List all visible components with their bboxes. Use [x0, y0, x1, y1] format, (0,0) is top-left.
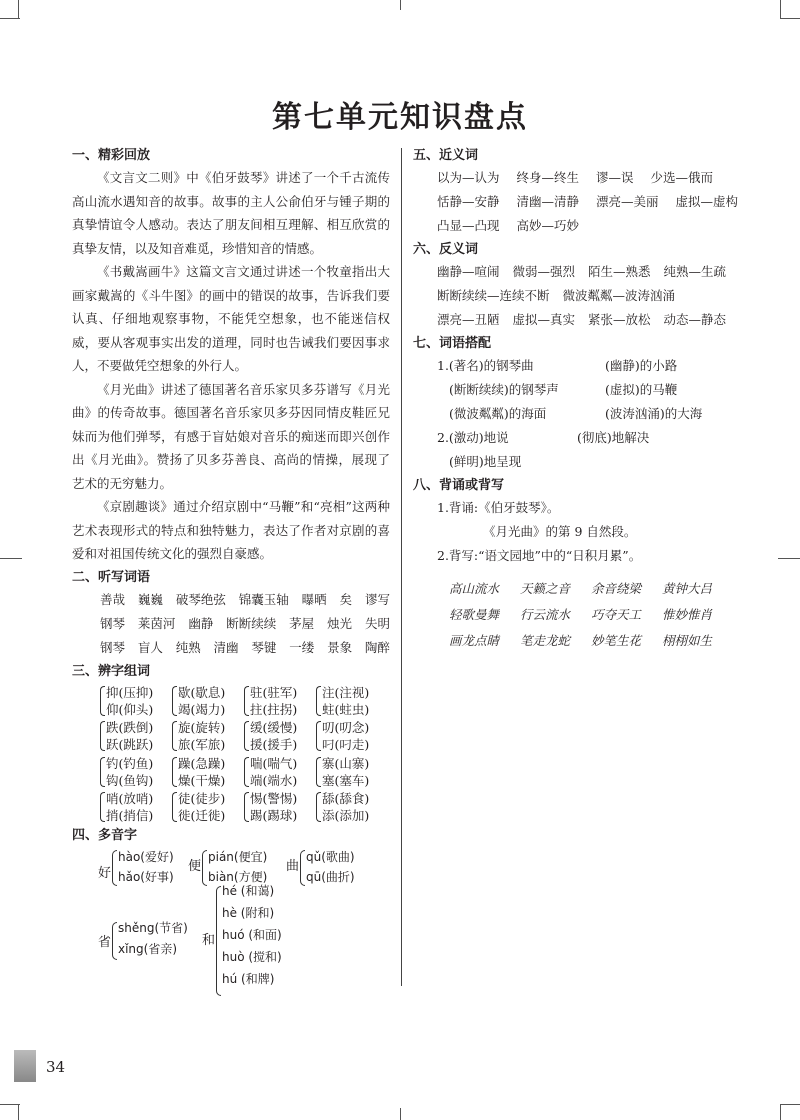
word-pair: 谬—误 — [596, 170, 634, 185]
word: 茅屋 — [289, 615, 315, 631]
char-group: 歇(歇息) 竭(竭力) — [172, 684, 244, 718]
char-group: 徒(徒步) 徙(迁徙) — [172, 790, 244, 824]
polyphone-item: hè (附和) — [222, 905, 275, 920]
word-pair: 少选—俄而 — [650, 170, 714, 185]
polyphone-char: 好 — [98, 865, 112, 881]
polyphone-char: 便 — [188, 858, 202, 874]
crop-mark — [778, 558, 800, 559]
crop-mark — [780, 1104, 781, 1120]
crop-mark — [0, 558, 22, 559]
brace — [216, 886, 221, 996]
idiom: 黄钟大吕 — [662, 581, 713, 596]
char-group: 缓(缓慢) 援(援手) — [244, 719, 316, 753]
word: 烛光 — [327, 615, 353, 631]
crop-mark — [0, 18, 20, 19]
collocation: (幽静)的小路 — [605, 358, 678, 373]
word-pair: 纯熟—生疏 — [663, 264, 727, 279]
word-pair-row — [413, 166, 743, 190]
page-tab — [14, 1050, 36, 1082]
word: 莱茵河 — [137, 615, 176, 631]
char-group: 躁(急躁) 燥(干燥) — [172, 755, 244, 789]
brace — [112, 850, 117, 886]
polyphone-item: pián(便宜) — [208, 849, 268, 864]
idiom-row — [449, 602, 743, 628]
char-group: 寨(山寨) 塞(塞车) — [316, 755, 388, 789]
idiom: 轻歌曼舞 — [449, 607, 500, 622]
polyphone-item: qū(曲折) — [306, 869, 355, 884]
section-heading: 三、辨字组词 — [72, 663, 151, 679]
word-pair: 陌生—熟悉 — [588, 264, 651, 279]
word: 曝晒 — [301, 591, 327, 607]
collocation: (鲜明)地呈现 — [449, 454, 522, 469]
word: 陶醉 — [364, 639, 390, 655]
word-pair: 漂亮—丑陋 — [437, 312, 500, 327]
section-heading: 二、听写词语 — [72, 569, 151, 585]
idiom: 妙笔生花 — [591, 633, 642, 648]
brace — [202, 850, 207, 886]
word: 失明 — [364, 615, 390, 631]
word-pair-row — [413, 260, 743, 284]
char-group: 抑(压抑) 仰(仰头) — [100, 684, 172, 718]
word: 景象 — [327, 639, 353, 655]
word-pair: 断断续续—连续不断 — [437, 288, 550, 303]
polyphone-item: shěng(节省) — [118, 920, 188, 935]
idiom: 高山流水 — [449, 581, 500, 596]
word-row — [72, 612, 390, 636]
char-group: 哨(放哨) 捎(捎信) — [100, 790, 172, 824]
word-row — [72, 636, 390, 660]
word-pair-row — [413, 284, 743, 308]
idiom: 栩栩如生 — [662, 633, 713, 648]
word-pair-row — [413, 190, 743, 214]
word: 钢琴 — [100, 639, 126, 655]
polyphone-item: hǎo(好事) — [118, 869, 174, 884]
char-group: 驻(驻军) 拄(拄拐) — [244, 684, 316, 718]
word-pair-row — [413, 214, 743, 238]
word-pair: 动态—静态 — [663, 312, 727, 327]
polyphone-item: huò (搅和) — [222, 949, 282, 964]
char-group: 喘(喘气) 端(端水) — [244, 755, 316, 789]
idiom: 惟妙惟肖 — [662, 607, 713, 622]
brace — [300, 850, 305, 886]
polyphone-item: qǔ(歌曲) — [306, 849, 355, 864]
paragraph: 《书戴嵩画牛》这篇文言文通过讲述一个牧童指出大画家戴嵩的《斗牛图》的画中的错误的故事，告诉我们要认真、仔细地观察事物，不能凭空想象，也不能迷信权威，要从客观事实出发的道理，同时也告诫我们要因事求人，不要做凭空想象的外行人。 — [72, 264, 390, 373]
collocation: (虚拟)的马鞭 — [605, 382, 678, 397]
collocation-row — [413, 378, 743, 402]
word: 盲人 — [137, 639, 163, 655]
word: 巍巍 — [137, 591, 163, 607]
collocation-row — [413, 354, 743, 378]
polyphone-char: 和 — [202, 932, 216, 948]
word-pair-row — [413, 308, 743, 332]
left-column — [72, 146, 390, 1016]
polyphone-block — [72, 846, 390, 1016]
crop-mark — [780, 0, 781, 18]
section-heading: 五、近义词 — [413, 148, 479, 163]
collocation-row — [413, 426, 743, 450]
recite-line: 《月光曲》的第 9 自然段。 — [483, 524, 637, 539]
crop-mark — [18, 1104, 19, 1120]
word-pair: 凸显—凸现 — [437, 218, 500, 233]
char-group: 旋(旋转) 旅(军旅) — [172, 719, 244, 753]
collocation: 2.(激动)地说 — [437, 430, 509, 445]
polyphone-char: 省 — [98, 934, 112, 950]
section-heading: 四、多音字 — [72, 827, 138, 843]
word-pair: 虚拟—虚构 — [675, 194, 739, 209]
section-heading: 七、词语搭配 — [413, 336, 492, 351]
idiom-row — [449, 576, 743, 602]
idiom: 巧夺天工 — [591, 607, 642, 622]
word-pair: 紧张—放松 — [588, 312, 651, 327]
idiom: 画龙点睛 — [449, 633, 500, 648]
crop-mark — [780, 1104, 800, 1105]
word: 破琴绝弦 — [175, 591, 226, 607]
word: 琴键 — [251, 639, 277, 655]
idiom: 天籁之音 — [520, 581, 571, 596]
polyphone-item: huó (和面) — [222, 927, 282, 942]
collocation: (微波粼粼)的海面 — [449, 406, 547, 421]
idiom: 笔走龙蛇 — [520, 633, 571, 648]
crop-mark — [18, 0, 19, 18]
char-group: 注(注视) 蛀(蛀虫) — [316, 684, 388, 718]
column-divider — [401, 148, 402, 986]
polyphone-item: xǐng(省亲) — [118, 941, 178, 956]
word-pair: 恬静—安静 — [437, 194, 500, 209]
word-row — [72, 588, 390, 612]
paragraph: 《文言文二则》中《伯牙鼓琴》讲述了一个千古流传高山流水遇知音的故事。故事的主人公俞伯牙与锺子期的真挚情谊令人感动。表达了朋友间相互理解、相互欣赏的真挚友情，以及知音难觅，珍惜知音的情感。 — [72, 170, 390, 256]
word: 纯熟 — [175, 639, 201, 655]
brace — [112, 922, 117, 960]
idiom-row — [449, 628, 743, 654]
word-pair: 幽静—喧闹 — [437, 264, 500, 279]
char-group: 跌(跌倒) 跃(跳跃) — [100, 719, 172, 753]
collocation: (断断续续)的钢琴声 — [449, 382, 559, 397]
section-heading: 八、背诵或背写 — [413, 478, 505, 493]
word: 断断续续 — [226, 615, 277, 631]
word: 锦囊玉轴 — [238, 591, 289, 607]
char-group: 钓(钓鱼) 钩(鱼钩) — [100, 755, 172, 789]
page-number: 34 — [46, 1058, 66, 1076]
word-pair: 以为—认为 — [437, 170, 500, 185]
word-pair: 漂亮—美丽 — [596, 194, 659, 209]
word: 清幽 — [213, 639, 239, 655]
crop-mark — [780, 18, 800, 19]
polyphone-item: hào(爱好) — [118, 849, 174, 864]
word: 钢琴 — [100, 615, 126, 631]
polyphone-item: hú (和牌) — [222, 971, 275, 986]
paragraph: 《月光曲》讲述了德国著名音乐家贝多芬谱写《月光曲》的传奇故事。德国著名音乐家贝多芬因同情皮鞋匠兄妹而为他们弹琴，有感于盲姑娘对音乐的痴迷而即兴创作出《月光曲》。赞扬了贝多芬善良、高尚的情操，展现了艺术的无穷魅力。 — [72, 381, 390, 491]
idiom-grid — [413, 576, 743, 654]
idiom: 行云流水 — [520, 607, 571, 622]
char-group: 舔(舔食) 添(添加) — [316, 790, 388, 824]
word-pair: 虚拟—真实 — [512, 312, 576, 327]
word-pair: 高妙—巧妙 — [516, 218, 580, 233]
collocation: (波涛汹涌)的大海 — [605, 406, 703, 421]
paragraph: 《京剧趣谈》通过介绍京剧中“马鞭”和“亮相”这两种艺术表现形式的特点和独特魅力，表达了作者对京剧的喜爱和对祖国传统文化的强烈自豪感。 — [72, 499, 390, 561]
crop-mark — [0, 1104, 20, 1105]
word: 矣 — [339, 591, 353, 607]
collocation: (彻底)地解决 — [577, 430, 650, 445]
word: 谬写 — [364, 591, 390, 607]
crop-mark — [400, 1108, 401, 1120]
page-title: 第七单元知识盘点 — [272, 100, 528, 135]
recite-line: 2.背写:“语文园地”中的“日积月累”。 — [437, 548, 642, 563]
section-heading: 一、精彩回放 — [72, 148, 151, 163]
word-pair: 微弱—强烈 — [512, 264, 576, 279]
crop-mark — [400, 0, 401, 10]
word: 幽静 — [188, 615, 214, 631]
idiom: 余音绕梁 — [591, 581, 642, 596]
collocation-row — [413, 450, 743, 474]
word-pair: 终身—终生 — [516, 170, 580, 185]
collocation-row — [413, 402, 743, 426]
word-pair: 微波粼粼—波涛汹涌 — [562, 288, 676, 303]
char-group: 叨(叨念) 叼(叼走) — [316, 719, 388, 753]
char-group: 惕(警惕) 踢(踢球) — [244, 790, 316, 824]
polyphone-char: 曲 — [286, 858, 300, 874]
polyphone-item: hé (和蔼) — [222, 883, 275, 898]
polyphone-item: biàn(方便) — [208, 869, 268, 884]
word: 一缕 — [289, 639, 315, 655]
right-column — [413, 146, 743, 654]
recite-line: 1.背诵:《伯牙鼓琴》。 — [437, 500, 560, 515]
collocation: 1.(著名)的钢琴曲 — [437, 358, 534, 373]
word: 善哉 — [100, 591, 126, 607]
section-heading: 六、反义词 — [413, 242, 479, 257]
char-group-grid — [72, 684, 390, 826]
word-pair: 清幽—清静 — [516, 194, 580, 209]
